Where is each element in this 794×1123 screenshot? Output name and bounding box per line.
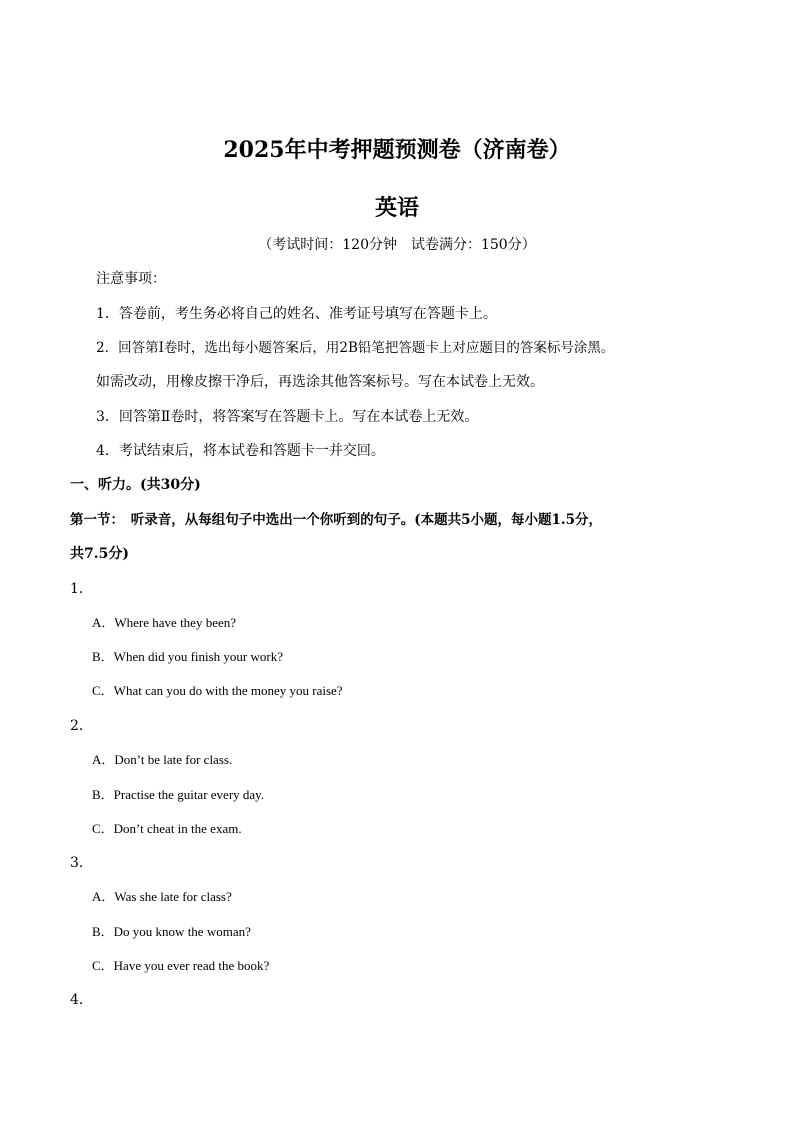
question-number: 3．: [70, 855, 93, 871]
note-item-2: 2．回答第Ⅰ卷时，选出每小题答案后，用2B铅笔把答题卡上对应题目的答案标号涂黑。: [96, 340, 615, 356]
option-a: A．Was she late for class?: [92, 889, 232, 904]
option-b: B．When did you finish your work?: [92, 649, 284, 664]
notes-heading: 注意事项：: [96, 271, 166, 287]
subject-title: 英语: [374, 195, 419, 221]
part-instruction: 第一节： 听录音，从每组句子中选出一个你听到的句子。(本题共5小题，每小题1.5分，: [70, 512, 603, 528]
question-number: 4．: [70, 992, 93, 1008]
part-instruction-cont: 共7.5分): [70, 546, 129, 562]
option-b: B．Do you know the woman?: [92, 924, 251, 939]
option-a: A．Where have they been?: [92, 615, 237, 630]
option-c: C．Have you ever read the book?: [92, 958, 270, 973]
option-c: C．What can you do with the money you raise?: [92, 683, 343, 698]
note-item-2-cont: 如需改动，用橡皮擦干净后，再选涂其他答案标号。写在本试卷上无效。: [96, 374, 544, 390]
option-a: A．Don’t be late for class.: [92, 752, 233, 767]
question-number: 1．: [70, 581, 93, 597]
section-heading: 一、听力。(共30分): [70, 477, 201, 493]
note-item-4: 4．考试结束后，将本试卷和答题卡一并交回。: [96, 443, 385, 459]
note-item-3: 3．回答第Ⅱ卷时，将答案写在答题卡上。写在本试卷上无效。: [96, 409, 479, 425]
option-c: C．Don’t cheat in the exam.: [92, 821, 242, 836]
option-b: B．Practise the guitar every day.: [92, 787, 265, 802]
note-item-1: 1．答卷前，考生务必将自己的姓名、准考证号填写在答题卡上。: [96, 306, 497, 322]
exam-title: 2025年中考押题预测卷（济南卷）: [223, 137, 571, 163]
question-number: 2．: [70, 718, 93, 734]
exam-info: （考试时间：120分钟 试卷满分：150分）: [258, 237, 536, 253]
